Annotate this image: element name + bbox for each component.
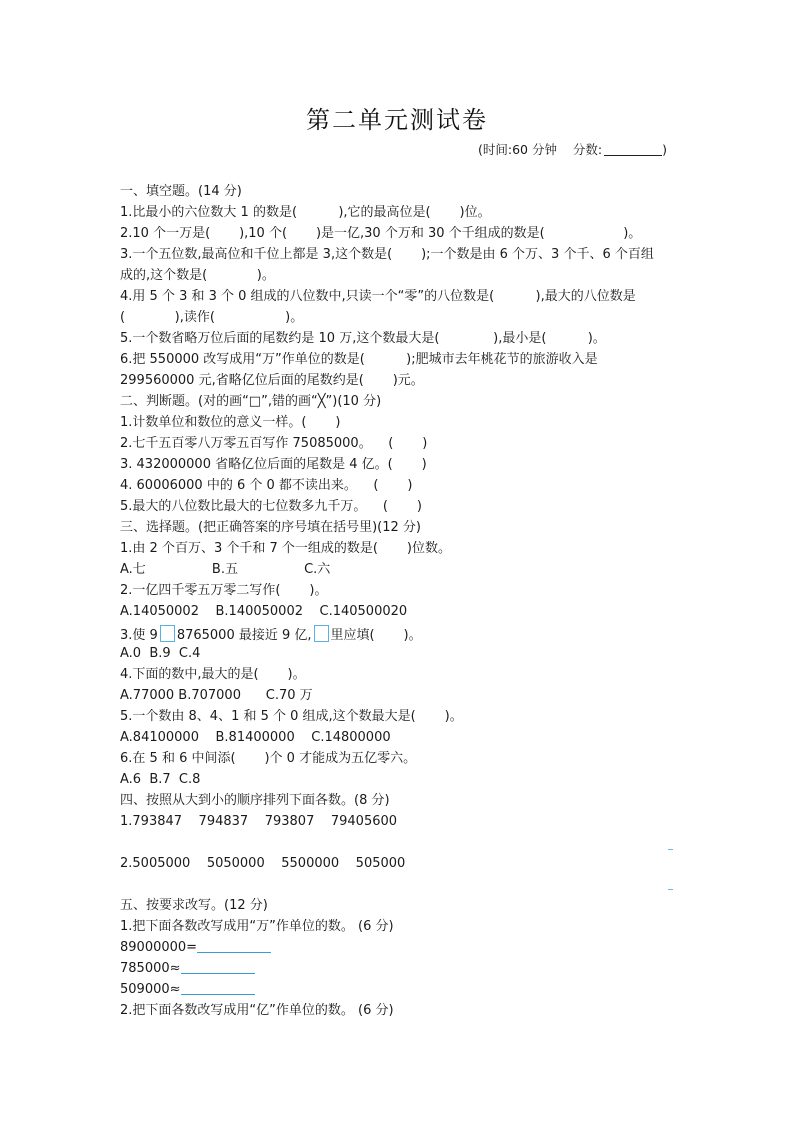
question-3-5: 5.一个数由 8、4、1 和 5 个 0 组成,这个数最大是( )。 xyxy=(120,709,463,724)
question-1-4b: ( ),读作( )。 xyxy=(120,310,304,325)
question-1-5: 5.一个数省略万位后面的尾数约是 10 万,这个数最大是( ),最小是( )。 xyxy=(120,331,606,346)
digit-box-ref xyxy=(314,625,329,642)
question-2-2: 2.七千五百零八万零五百写作 75085000。 ( ) xyxy=(120,436,428,451)
rewrite-a-label: 89000000= xyxy=(120,940,198,955)
rewrite-c-label: 509000≈ xyxy=(120,982,181,997)
question-5-1: 1.把下面各数改写成用“万”作单位的数。 (6 分) xyxy=(120,919,394,934)
question-1-1: 1.比最小的六位数大 1 的数是( ),它的最高位是( )位。 xyxy=(120,205,491,220)
question-3-1: 1.由 2 个百万、3 个千和 7 个一组成的数是( )位数。 xyxy=(120,541,451,556)
options-3-2: A.14050002 B.140050002 C.140500020 xyxy=(120,604,408,619)
rewrite-b-label: 785000≈ xyxy=(120,961,181,976)
question-1-3a: 3.一个五位数,最高位和千位上都是 3,这个数是( );一个数是由 6 个万、3 个千、6 个百组 xyxy=(120,247,654,262)
question-1-2: 2.10 个一万是( ),10 个( )是一亿,30 个万和 30 个千组成的数是( )。 xyxy=(120,226,642,241)
q3-suffix: 里应填( )。 xyxy=(330,628,422,643)
question-1-6b: 299560000 元,省略亿位后面的尾数约是( )元。 xyxy=(120,373,424,388)
digit-box[interactable] xyxy=(160,625,175,642)
section-5-heading: 五、按要求改写。(12 分) xyxy=(120,898,268,913)
q3-middle: 8765000 最接近 9 亿, xyxy=(176,628,312,643)
rewrite-item-c xyxy=(120,982,255,998)
side-mark xyxy=(668,849,673,850)
question-3-3 xyxy=(120,625,422,644)
question-3-6: 6.在 5 和 6 中间添( )个 0 才能成为五亿零六。 xyxy=(120,751,417,766)
question-2-1: 1.计数单位和数位的意义一样。( ) xyxy=(120,415,341,430)
options-3-6: A.6 B.7 C.8 xyxy=(120,772,201,787)
question-1-3b: 成的,这个数是( )。 xyxy=(120,268,275,283)
section-3-heading: 三、选择题。(把正确答案的序号填在括号里)(12 分) xyxy=(120,520,421,535)
question-2-4: 4. 60006000 中的 6 个 0 都不读出来。 ( ) xyxy=(120,478,413,493)
answer-blank[interactable] xyxy=(181,982,255,995)
question-4-1: 1.793847 794837 793807 79405600 xyxy=(120,814,398,829)
section-2-heading: 二、判断题。(对的画“□”,错的画“╳”)(10 分) xyxy=(120,394,382,409)
section-4-heading: 四、按照从大到小的顺序排列下面各数。(8 分) xyxy=(120,793,390,808)
time-score-label: (时间:60 分钟 分数: xyxy=(478,142,603,157)
side-mark xyxy=(668,889,673,890)
question-5-2: 2.把下面各数改写成用“亿”作单位的数。 (6 分) xyxy=(120,1003,394,1018)
score-blank[interactable] xyxy=(604,143,662,156)
options-3-4: A.77000 B.707000 C.70 万 xyxy=(120,688,313,703)
rewrite-item-a xyxy=(120,940,271,956)
answer-blank[interactable] xyxy=(181,961,255,974)
page-title: 第二单元测试卷 xyxy=(306,106,488,134)
question-3-4: 4.下面的数中,最大的是( )。 xyxy=(120,667,306,682)
options-3-3: A.0 B.9 C.4 xyxy=(120,646,201,661)
question-1-6a: 6.把 550000 改写成用“万”作单位的数是( );肥城市去年桃花节的旅游收入是 xyxy=(120,352,598,367)
options-3-1: A.七 B.五 C.六 xyxy=(120,562,331,577)
options-3-5: A.84100000 B.81400000 C.14800000 xyxy=(120,730,391,745)
answer-blank[interactable] xyxy=(197,940,271,953)
meta-close: ) xyxy=(662,142,667,157)
question-2-3: 3. 432000000 省略亿位后面的尾数是 4 亿。( ) xyxy=(120,457,427,472)
rewrite-item-b xyxy=(120,961,255,977)
question-1-4a: 4.用 5 个 3 和 3 个 0 组成的八位数中,只读一个“零”的八位数是( ),最大的八位数是 xyxy=(120,289,636,304)
question-4-2: 2.5005000 5050000 5500000 505000 xyxy=(120,856,406,871)
question-2-5: 5.最大的八位数比最大的七位数多九千万。 ( ) xyxy=(120,499,423,514)
section-1-heading: 一、填空题。(14 分) xyxy=(120,184,242,199)
question-3-2: 2.一亿四千零五万零二写作( )。 xyxy=(120,583,328,598)
q3-prefix: 3.使 9 xyxy=(120,628,158,643)
exam-meta xyxy=(478,140,667,158)
